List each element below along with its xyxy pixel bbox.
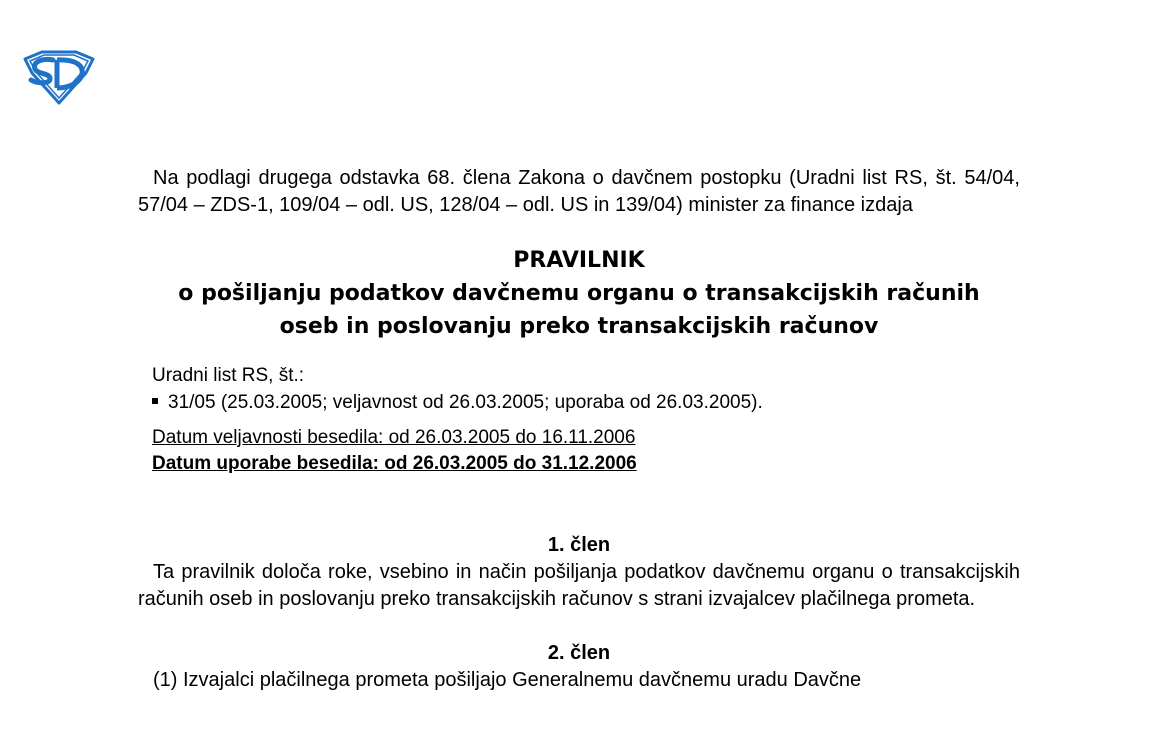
gazette-list — [152, 389, 1020, 416]
application-date: Datum uporabe besedila: od 26.03.2005 do 31.12.2006 — [152, 453, 637, 474]
article-1-text: Ta pravilnik določa roke, vsebino in način pošiljanja podatkov davčnemu organu o transakcijskih računih oseb in poslovanju preko transakcijskih računov s strani izvajalcev plačilnega prometa. — [138, 561, 1020, 610]
gazette-reference — [152, 362, 1020, 416]
article-1-heading: 1. člen — [547, 534, 611, 556]
document-body — [138, 165, 1020, 694]
gazette-list-item: 31/05 (25.03.2005; veljavnost od 26.03.2005; uporaba od 26.03.2005). — [152, 389, 1020, 416]
text-dates — [152, 425, 1020, 477]
validity-date: Datum veljavnosti besedila: od 26.03.2005 do 16.11.2006 — [152, 427, 636, 448]
article-2-text: (1) Izvajalci plačilnega prometa pošiljajo Generalnemu davčnemu uradu Davčne — [153, 669, 862, 691]
preamble-text: Na podlagi drugega odstavka 68. člena Zakona o davčnem postopku (Uradni list RS, št. 54/04, 57/04 – ZDS-1, 109/04 – odl. US, 128/04 – odl. US in 139/04) minister za finance izdaja — [138, 167, 1020, 216]
sd-logo-icon — [22, 49, 96, 105]
document-subtitle-line-1: o pošiljanju podatkov davčnemu organu o transakcijskih računih — [178, 281, 980, 306]
document-title: PRAVILNIK — [513, 248, 645, 273]
article-2-heading: 2. člen — [547, 642, 611, 664]
document-subtitle-line-2: oseb in poslovanju preko transakcijskih računov — [279, 314, 879, 339]
gazette-label: Uradni list RS, št.: — [152, 365, 305, 386]
